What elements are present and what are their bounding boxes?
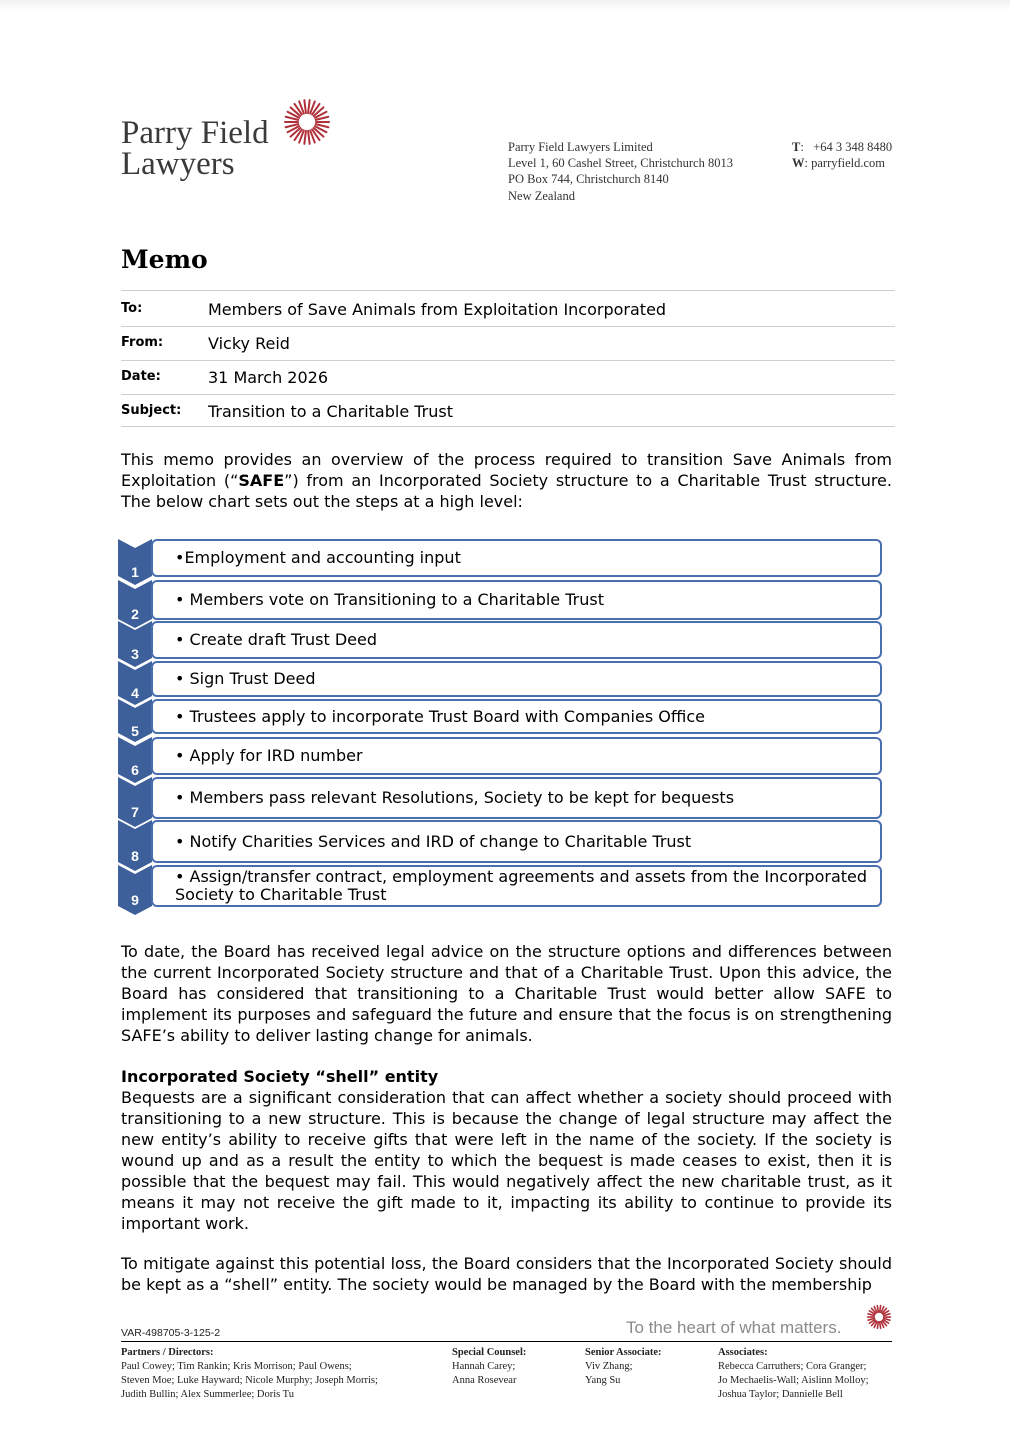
to-label: To: — [121, 301, 143, 316]
step-number: 3 — [131, 646, 139, 662]
step-number: 7 — [131, 804, 139, 820]
step-box — [151, 777, 882, 819]
step-arrow — [118, 820, 152, 871]
step-box — [151, 820, 882, 863]
logo-wordmark — [121, 115, 269, 182]
header-rule — [121, 326, 895, 327]
associates-column — [718, 1346, 869, 1402]
associates-line: Rebecca Carruthers; Cora Granger; — [718, 1361, 867, 1372]
tagline: To the heart of what matters. — [626, 1318, 842, 1337]
header-rule — [121, 290, 895, 291]
web-label: W — [792, 156, 805, 171]
associates-line: Jo Mechaelis-Wall; Aislinn Molloy; — [718, 1375, 869, 1386]
logo-line-2: Lawyers — [121, 146, 235, 182]
web-address: parryfield.com — [811, 156, 886, 171]
body-paragraph: To mitigate against this potential loss, the Board considers that the Incorporated Society should be kept as a “shell” entity. The society would be managed by the Board with the membership — [121, 1254, 892, 1294]
intro-text: This memo provides an overview of the process required to transition Save Animals from Exploitation (“ — [121, 450, 892, 490]
from-label: From: — [121, 335, 164, 350]
step-number: 2 — [131, 606, 139, 622]
step-text: • Members pass relevant Resolutions, Society to be kept for bequests — [175, 788, 735, 807]
partners-line: Steven Moe; Luke Hayward; Nicole Murphy; Joseph Morris; — [121, 1375, 378, 1386]
body-paragraph: Bequests are a significant consideration that can affect whether a society should proceed with transitioning to a new structure. This is because the change of legal structure may affect the new entity’s ability to receive gifts that were left in the name of the society. If the society is wound up and as a result the entity to which the bequest is made ceases to exist, then it is possible that the bequest may fail. This would negatively affect the new charitable trust, as it means it may not receive the gift made to it, impacting its ability to continue to provide its important work. — [121, 1088, 892, 1233]
sunburst-small-icon — [866, 1304, 892, 1330]
counsel-line: Anna Rosevear — [452, 1375, 517, 1386]
address-line: Level 1, 60 Cashel Street, Christchurch 8013 — [508, 156, 733, 171]
step-box — [151, 539, 882, 577]
subject-value: Transition to a Charitable Trust — [208, 402, 453, 421]
contact-block: T: +64 3 348 8480 W: parryfield.com — [792, 140, 893, 171]
step-arrow — [118, 865, 152, 915]
senior-line: Viv Zhang; — [585, 1361, 633, 1372]
associates-line: Joshua Taylor; Dannielle Bell — [718, 1389, 843, 1400]
counsel-line: Hannah Carey; — [452, 1361, 516, 1372]
step-text: • Assign/transfer contract, employment agreements and assets from the Incorporated Society to Charitable Trust — [175, 867, 868, 904]
partners-label: Partners / Directors: — [121, 1347, 214, 1358]
section-heading: Incorporated Society “shell” entity — [121, 1067, 439, 1086]
intro-paragraph — [121, 449, 892, 512]
to-value: Members of Save Animals from Exploitation Incorporated — [208, 300, 667, 319]
step-number: 8 — [131, 847, 139, 864]
logo-line-1: Parry Field — [121, 115, 269, 151]
header-rule — [121, 426, 895, 427]
header-rule — [121, 394, 895, 395]
subject-label: Subject: — [121, 403, 182, 418]
step-number: 6 — [131, 762, 139, 778]
phone-label: T — [792, 140, 801, 154]
partners-column — [121, 1346, 378, 1402]
from-value: Vicky Reid — [208, 334, 290, 353]
step-number: 9 — [131, 892, 139, 908]
partners-line: Paul Cowey; Tim Rankin; Kris Morrison; Paul Owens; — [121, 1361, 352, 1372]
address-line: New Zealand — [508, 188, 575, 203]
step-arrow — [118, 699, 152, 742]
phone-number: +64 3 348 8480 — [813, 140, 893, 154]
sunburst-logo-icon — [283, 98, 331, 146]
step-text: • Trustees apply to incorporate Trust Board with Companies Office — [175, 706, 705, 726]
address-line: PO Box 744, Christchurch 8140 — [508, 172, 669, 187]
intro-text: ”) from an Incorporated Society structure to a Charitable Trust structure. The below chart sets out the steps at a high level: — [121, 471, 892, 511]
intro-bold: SAFE — [238, 471, 285, 490]
page-top-shadow — [0, 0, 1010, 10]
senior-column — [585, 1346, 662, 1388]
counsel-column — [452, 1346, 526, 1388]
footer-rule — [121, 1341, 892, 1342]
step-box — [151, 621, 882, 659]
step-box — [151, 661, 882, 697]
date-label: Date: — [121, 369, 161, 384]
step-text: • Apply for IRD number — [175, 746, 363, 765]
senior-line: Yang Su — [585, 1375, 621, 1386]
address-block — [508, 139, 733, 204]
senior-label: Senior Associate: — [585, 1347, 662, 1358]
step-number: 5 — [131, 722, 139, 739]
header-rule — [121, 360, 895, 361]
step-text: • Members vote on Transitioning to a Charitable Trust — [175, 590, 604, 609]
step-box — [151, 737, 882, 775]
memo-title: Memo — [121, 245, 208, 274]
date-value: 31 March 2026 — [208, 368, 329, 387]
step-arrow — [118, 539, 152, 585]
partners-line: Judith Bullin; Alex Summerlee; Doris Tu — [121, 1389, 294, 1400]
step-text: • Sign Trust Deed — [175, 669, 316, 688]
step-box — [151, 580, 882, 620]
step-box — [151, 699, 882, 734]
body-paragraph: To date, the Board has received legal advice on the structure options and differences between the current Incorporated Society structure and that of a Charitable Trust. Upon this advice, the Board has considered that transitioning to a Charitable Trust would better allow SAFE to implement its purposes and safeguard the future and ensure that the focus is on strengthening SAFE’s ability to deliver lasting change for animals. — [121, 942, 892, 1045]
step-text: • Create draft Trust Deed — [175, 630, 378, 649]
counsel-label: Special Counsel: — [452, 1347, 527, 1358]
document-reference: VAR-498705-3-125-2 — [121, 1327, 221, 1339]
step-number: 4 — [131, 685, 139, 701]
step-text: • Notify Charities Services and IRD of change to Charitable Trust — [175, 831, 692, 851]
step-box — [151, 865, 882, 907]
step-number: 1 — [131, 564, 139, 580]
step-text: •Employment and accounting input — [175, 548, 461, 567]
associates-label: Associates: — [718, 1347, 768, 1358]
address-line: Parry Field Lawyers Limited — [508, 140, 653, 154]
